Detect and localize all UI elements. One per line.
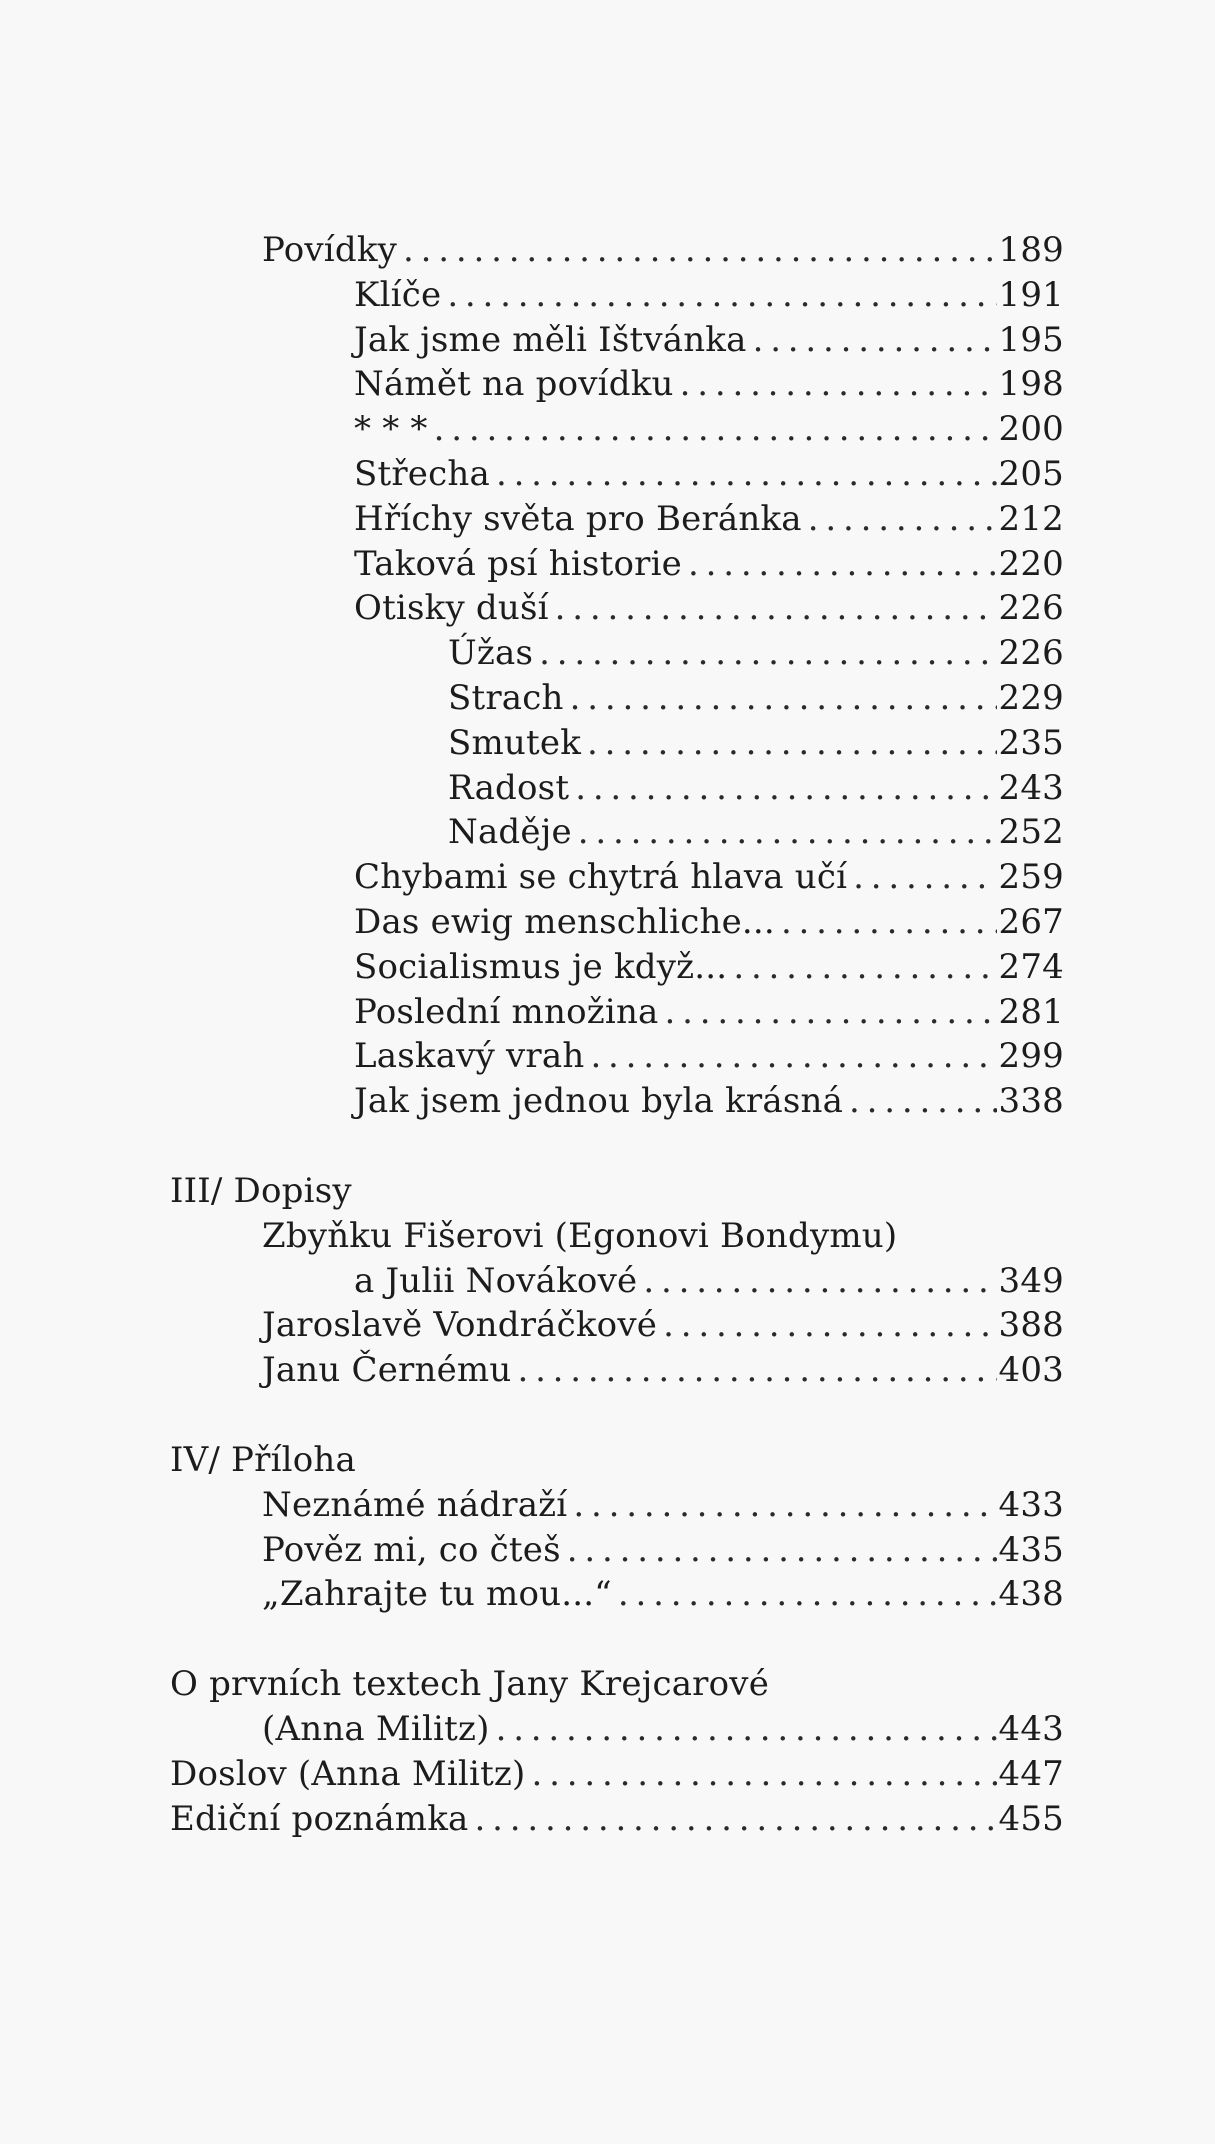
entry-page-number: 226: [998, 633, 1064, 674]
dot-leader: [573, 1483, 996, 1528]
entry-page-number: 243: [998, 767, 1064, 808]
entry-title: Janu Černému: [262, 1350, 512, 1391]
entry-page-number: 443: [998, 1708, 1064, 1749]
dot-leader: [680, 362, 997, 407]
toc-line: [0, 631, 1215, 676]
toc-entry[interactable]: [354, 362, 1064, 407]
entry-title: Pověz mi, co čteš: [262, 1529, 561, 1570]
dot-leader: [555, 586, 997, 631]
entry-title: Jak jsem jednou byla krásná: [354, 1081, 844, 1122]
entry-title: Střecha: [354, 453, 490, 494]
entry-page-number: 212: [998, 498, 1064, 539]
entry-page-number: 259: [998, 857, 1064, 898]
dot-leader: [808, 497, 997, 542]
toc-line: [0, 586, 1215, 631]
toc-line: [0, 766, 1215, 811]
toc-line: [0, 1707, 1215, 1752]
entry-page-number: 195: [998, 319, 1064, 360]
dot-leader: [853, 855, 996, 900]
toc-line: [0, 407, 1215, 452]
toc-line: [0, 721, 1215, 766]
entry-page-number: 200: [998, 409, 1064, 450]
toc-entry[interactable]: [354, 497, 1064, 542]
toc-line: [0, 1034, 1215, 1079]
dot-leader: [496, 452, 997, 497]
toc-line: [0, 1483, 1215, 1528]
dot-leader: [539, 631, 996, 676]
entry-page-number: 220: [998, 543, 1064, 584]
toc-line: [0, 1752, 1215, 1797]
toc-line: [0, 273, 1215, 318]
toc-entry[interactable]: [354, 1079, 1064, 1124]
toc-line: [0, 676, 1215, 721]
toc-entry[interactable]: [354, 273, 1064, 318]
entry-title: Strach: [448, 677, 564, 718]
dot-leader: [663, 1303, 996, 1348]
entry-title[interactable]: O prvních textech Jany Krejcarové: [170, 1664, 770, 1705]
entry-title: Das ewig menschliche...: [354, 901, 775, 942]
toc-line: [0, 900, 1215, 945]
toc-line: [0, 810, 1215, 855]
entry-title: „Zahrajte tu mou...“: [262, 1574, 612, 1615]
toc-line: [0, 228, 1215, 273]
section-heading[interactable]: III/ Dopisy: [170, 1170, 352, 1211]
toc-entry[interactable]: [262, 1303, 1064, 1348]
entry-page-number: 267: [998, 901, 1064, 942]
entry-title: Povídky: [262, 230, 398, 270]
toc-entry[interactable]: [262, 1707, 1064, 1752]
entry-page-number: 198: [998, 364, 1064, 405]
toc-entry[interactable]: [448, 631, 1064, 676]
toc-entry[interactable]: [448, 766, 1064, 811]
dot-leader: [403, 228, 996, 273]
entry-title: * * *: [354, 409, 428, 450]
entry-page-number: 189: [998, 230, 1064, 270]
entry-page-number: 299: [998, 1036, 1064, 1077]
toc-entry[interactable]: [354, 407, 1064, 452]
entry-title: Jak jsme měli Ištvánka: [354, 319, 747, 360]
entry-title: Naděje: [448, 812, 572, 853]
dot-leader: [587, 721, 996, 766]
toc-entry[interactable]: [354, 1259, 1064, 1304]
dot-leader: [517, 1348, 996, 1393]
toc-line: [0, 1438, 1215, 1483]
entry-page-number: 447: [998, 1753, 1064, 1794]
entry-page-number: 281: [998, 991, 1064, 1032]
toc-line: [0, 945, 1215, 990]
entry-title: (Anna Militz): [262, 1708, 490, 1749]
entry-page-number: 388: [998, 1305, 1064, 1346]
section-spacer: [0, 1617, 1215, 1662]
entry-page-number: 235: [998, 722, 1064, 763]
entry-title[interactable]: Zbyňku Fišerovi (Egonovi Bondymu): [262, 1215, 898, 1256]
entry-title: Laskavý vrah: [354, 1036, 585, 1077]
toc-line: [0, 1662, 1215, 1707]
dot-leader: [570, 676, 997, 721]
dot-leader: [575, 766, 996, 811]
dot-leader: [567, 1528, 997, 1573]
toc-line: [0, 542, 1215, 587]
toc-line: [0, 1348, 1215, 1393]
toc-line: [0, 1528, 1215, 1573]
table-of-contents: [0, 228, 1215, 1841]
toc-entry[interactable]: [262, 228, 1064, 273]
dot-leader: [643, 1259, 996, 1304]
toc-line: [0, 497, 1215, 542]
entry-title: Smutek: [448, 722, 582, 763]
dot-leader: [733, 945, 996, 990]
toc-entry[interactable]: [354, 1034, 1064, 1079]
toc-entry[interactable]: [354, 945, 1064, 990]
entry-page-number: 274: [998, 946, 1064, 987]
entry-title: a Julii Novákové: [354, 1260, 638, 1301]
entry-title: Neznámé nádraží: [262, 1484, 568, 1525]
entry-page-number: 226: [998, 588, 1064, 629]
entry-title: Úžas: [448, 633, 534, 674]
toc-line: [0, 855, 1215, 900]
dot-leader: [665, 990, 997, 1035]
toc-entry[interactable]: [354, 318, 1064, 363]
section-spacer: [0, 1393, 1215, 1438]
entry-title: Klíče: [354, 274, 442, 315]
entry-title: Jaroslavě Vondráčkové: [262, 1305, 658, 1346]
entry-title: Otisky duší: [354, 588, 549, 629]
toc-line: [0, 1214, 1215, 1259]
entry-page-number: 205: [998, 453, 1064, 494]
entry-title: Radost: [448, 767, 570, 808]
entry-page-number: 438: [998, 1574, 1064, 1615]
entry-title: Námět na povídku: [354, 364, 674, 405]
dot-leader: [578, 810, 997, 855]
entry-title: Chybami se chytrá hlava učí: [354, 857, 848, 898]
toc-entry[interactable]: [354, 900, 1064, 945]
dot-leader: [434, 407, 997, 452]
dot-leader: [849, 1079, 996, 1124]
entry-page-number: 229: [998, 677, 1064, 718]
toc-line: [0, 452, 1215, 497]
section-spacer: [0, 1124, 1215, 1169]
entry-title: Hříchy světa pro Beránka: [354, 498, 802, 539]
entry-page-number: 455: [998, 1798, 1064, 1839]
toc-entry[interactable]: [354, 452, 1064, 497]
toc-entry[interactable]: [262, 1483, 1064, 1528]
toc-entry[interactable]: [262, 1528, 1064, 1573]
toc-entry[interactable]: [170, 1797, 1064, 1842]
dot-leader: [688, 542, 997, 587]
toc-line: [0, 1169, 1215, 1214]
entry-page-number: 252: [998, 812, 1064, 853]
toc-entry[interactable]: [170, 1752, 1064, 1797]
toc-line: [0, 1797, 1215, 1842]
entry-title: Taková psí historie: [354, 543, 682, 584]
dot-leader: [475, 1797, 997, 1842]
entry-page-number: 191: [998, 274, 1064, 315]
entry-page-number: 349: [998, 1260, 1064, 1301]
section-heading[interactable]: IV/ Příloha: [170, 1439, 356, 1480]
entry-page-number: 338: [998, 1081, 1064, 1122]
dot-leader: [496, 1707, 997, 1752]
entry-page-number: 435: [998, 1529, 1064, 1570]
toc-entry[interactable]: [262, 1348, 1064, 1393]
dot-leader: [590, 1034, 996, 1079]
entry-page-number: 403: [998, 1350, 1064, 1391]
dot-leader: [532, 1752, 997, 1797]
toc-line: [0, 1572, 1215, 1617]
toc-entry[interactable]: [354, 990, 1064, 1035]
entry-title: Ediční poznámka: [170, 1798, 469, 1839]
entry-title: Doslov (Anna Militz): [170, 1753, 526, 1794]
entry-title: Socialismus je když...: [354, 946, 728, 987]
dot-leader: [447, 273, 996, 318]
toc-entry[interactable]: [448, 676, 1064, 721]
toc-entry[interactable]: [448, 721, 1064, 766]
toc-line: [0, 1079, 1215, 1124]
toc-entry[interactable]: [448, 810, 1064, 855]
toc-line: [0, 318, 1215, 363]
toc-line: [0, 1303, 1215, 1348]
dot-leader: [618, 1572, 997, 1617]
entry-title: Poslední množina: [354, 991, 659, 1032]
toc-entry[interactable]: [354, 586, 1064, 631]
entry-page-number: 433: [998, 1484, 1064, 1525]
toc-line: [0, 990, 1215, 1035]
dot-leader: [753, 318, 997, 363]
toc-entry[interactable]: [354, 542, 1064, 587]
toc-line: [0, 1259, 1215, 1304]
toc-entry[interactable]: [354, 855, 1064, 900]
toc-line: [0, 362, 1215, 407]
dot-leader: [781, 900, 997, 945]
toc-entry[interactable]: [262, 1572, 1064, 1617]
